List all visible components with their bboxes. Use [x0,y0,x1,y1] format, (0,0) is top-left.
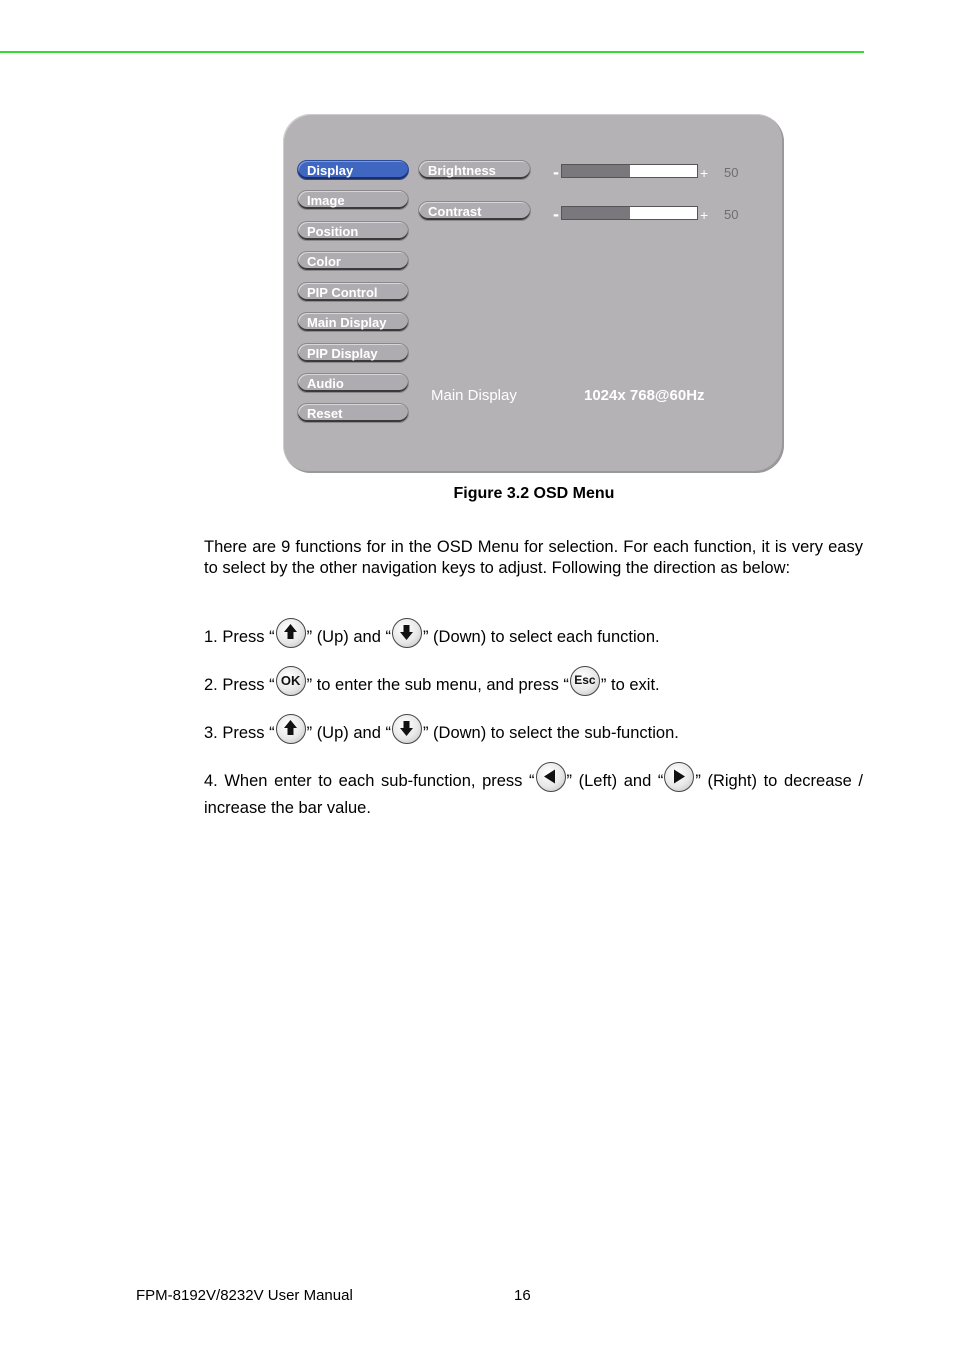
contrast-plus: + [700,207,709,223]
esc-key-icon [570,666,600,702]
step-1-text-b: ” (Up) and “ [306,628,391,646]
left-key-icon [536,762,566,798]
down-key-icon [392,714,422,750]
menu-item-color[interactable]: Color [297,251,409,271]
contrast-bar-fill [562,207,630,219]
step-1-text-c: ” (Down) to select each function. [422,628,660,646]
step-3 [204,714,863,750]
step-2-text-c: ” to exit. [600,676,660,694]
menu-item-position[interactable]: Position [297,221,409,241]
step-2-text-b: ” to enter the sub menu, and press “ [306,676,569,694]
menu-item-main-display[interactable]: Main Display [297,312,409,332]
submenu-contrast[interactable]: Contrast [418,201,531,221]
brightness-plus: + [700,165,709,181]
footer-page-number: 16 [514,1287,531,1304]
submenu-brightness[interactable]: Brightness [418,160,531,180]
menu-item-pip-control[interactable]: PIP Control [297,282,409,302]
up-key-icon [276,714,306,750]
step-4-text-b: ” (Left) and “ [566,772,664,790]
contrast-value: 50 [724,207,739,222]
ok-key-icon [276,666,306,702]
brightness-bar-fill [562,165,630,177]
status-source-label: Main Display [431,387,517,404]
down-key-icon [392,618,422,654]
brightness-minus: - [553,162,559,182]
step-2-text-a: 2. Press “ [204,676,275,694]
step-4-text-a: 4. When enter to each sub-function, press “ [204,772,535,790]
step-4 [204,762,863,818]
contrast-bar[interactable] [561,206,698,220]
step-3-text-c: ” (Down) to select the sub-function. [422,724,679,742]
status-resolution: 1024x 768@60Hz [584,387,705,404]
up-key-icon [276,618,306,654]
osd-menu-figure [283,114,784,473]
menu-item-image[interactable]: Image [297,190,409,210]
step-1-text-a: 1. Press “ [204,628,275,646]
step-3-text-a: 3. Press “ [204,724,275,742]
right-key-icon [664,762,694,798]
menu-item-pip-display[interactable]: PIP Display [297,343,409,363]
intro-paragraph: There are 9 functions for in the OSD Menu for selection. For each function, it is very easy to select by the other navigation keys to adjust. Following the direction as below: [204,538,863,577]
menu-item-audio[interactable]: Audio [297,373,409,393]
step-4-text-c: ” (Right) to decrease / increase the bar value. [204,772,863,817]
step-1 [204,618,863,654]
figure-caption: Figure 3.2 OSD Menu [453,485,615,502]
footer-manual-title: FPM-8192V/8232V User Manual [136,1287,353,1304]
brightness-bar[interactable] [561,164,698,178]
menu-item-display[interactable]: Display [297,160,409,180]
header-rule [0,51,864,53]
contrast-minus: - [553,204,559,224]
esc-key-label: Esc [574,673,596,687]
menu-item-reset[interactable]: Reset [297,403,409,423]
step-2 [204,666,863,702]
ok-key-label: OK [280,673,301,688]
brightness-value: 50 [724,165,739,180]
step-3-text-b: ” (Up) and “ [306,724,391,742]
